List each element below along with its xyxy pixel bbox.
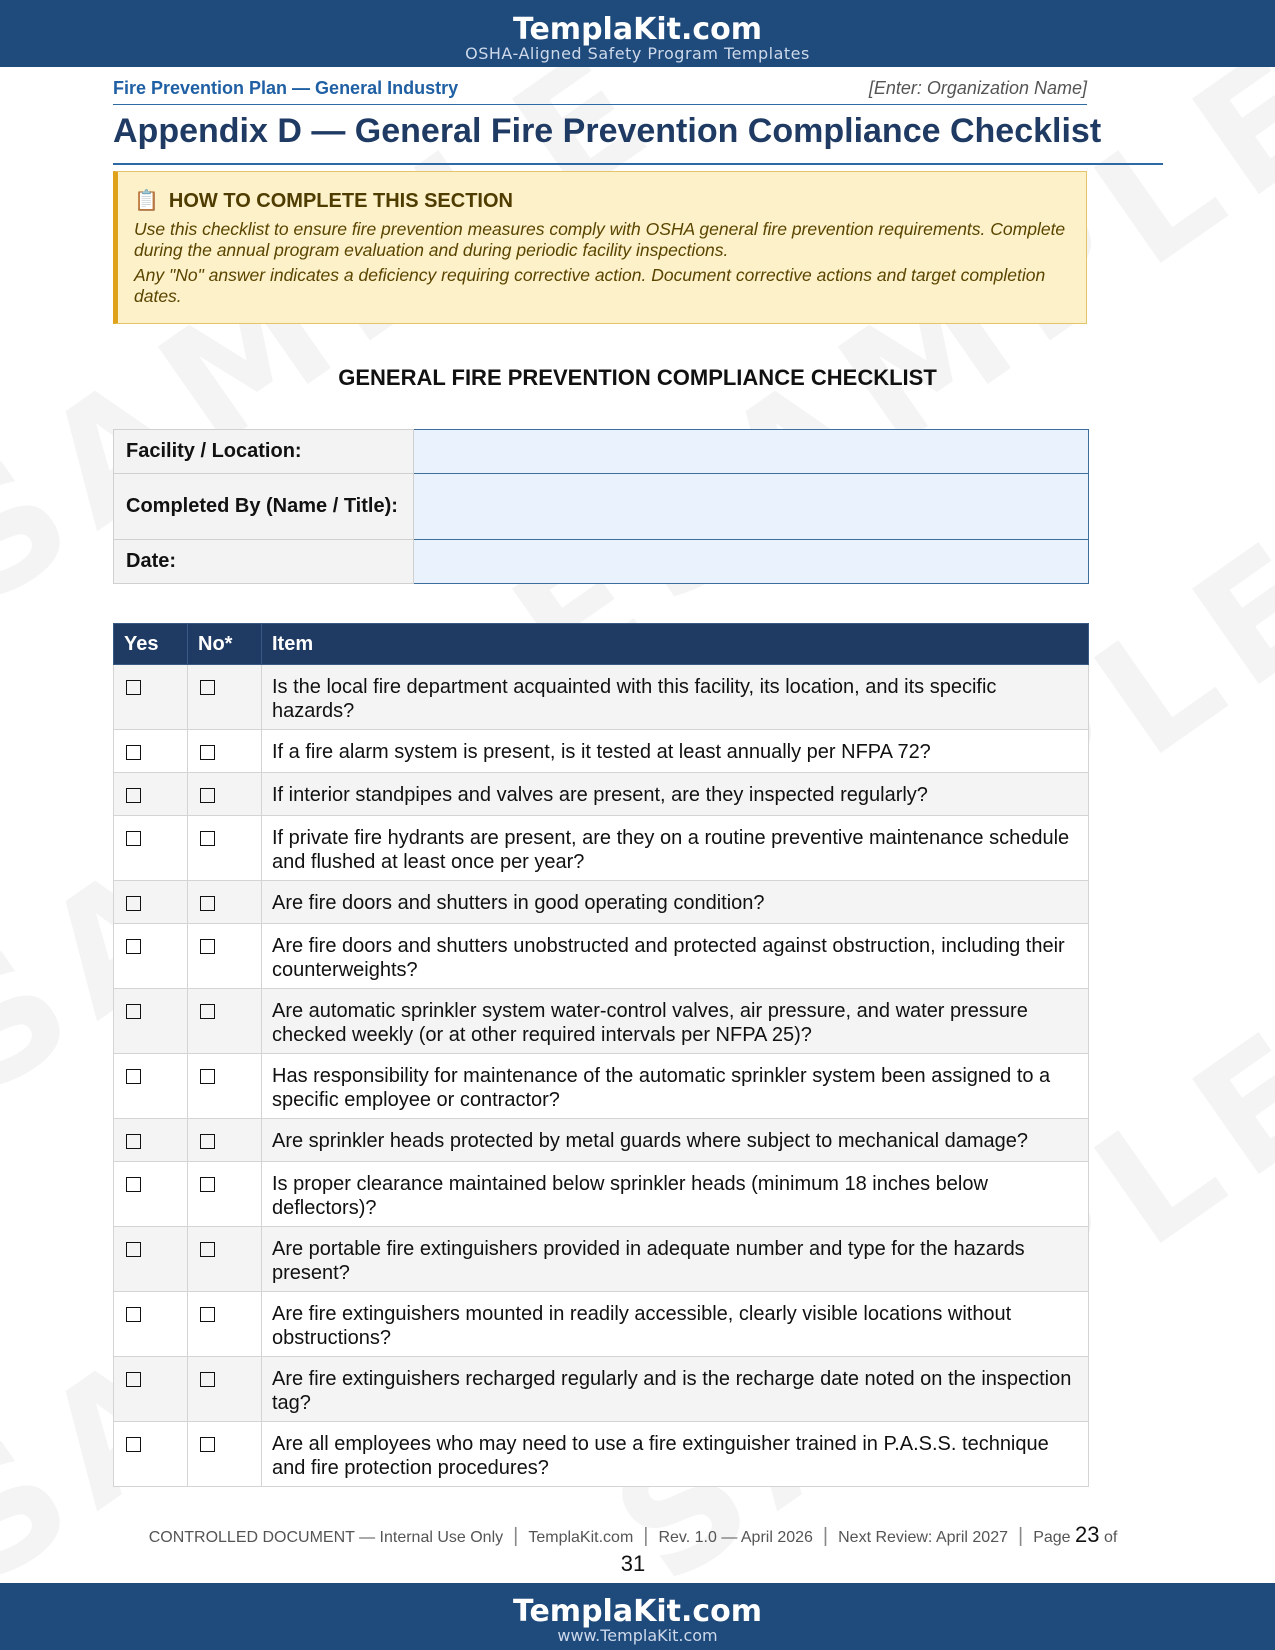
checklist-row [114,924,1089,989]
no-cell [188,1357,262,1422]
organization-name-placeholder: [Enter: Organization Name] [868,78,1087,98]
no-column-header: No* [188,624,262,665]
instructions-title [134,188,1072,213]
no-checkbox[interactable] [200,1069,215,1084]
brand-logo-text: TemplaKit.com [512,12,762,47]
checklist-row [114,773,1089,816]
yes-cell [114,1422,188,1487]
yes-checkbox[interactable] [126,1004,141,1019]
yes-checkbox[interactable] [126,1307,141,1322]
yes-cell [114,816,188,881]
no-checkbox[interactable] [200,1134,215,1149]
checklist-header-row [114,624,1089,665]
checklist-item-text: Is proper clearance maintained below sprinkler heads (minimum 18 inches below deflectors)? [262,1162,1089,1227]
no-checkbox[interactable] [200,1437,215,1452]
no-checkbox[interactable] [200,896,215,911]
yes-cell [114,924,188,989]
instructions-callout [113,171,1087,324]
facility-field[interactable] [414,430,1089,474]
checklist-row [114,1227,1089,1292]
checklist-item-text: Are sprinkler heads protected by metal guards where subject to mechanical damage? [262,1119,1089,1162]
yes-checkbox[interactable] [126,1069,141,1084]
page-footer [113,1522,1153,1580]
no-cell [188,773,262,816]
yes-checkbox[interactable] [126,1177,141,1192]
instructions-paragraph-1: Use this checklist to ensure fire prevention measures comply with OSHA general fire prevention requirements. Complete during the annual program evaluation and during periodic facility inspections. [134,219,1066,260]
checklist-row [114,881,1089,924]
no-checkbox[interactable] [200,939,215,954]
no-cell [188,665,262,730]
checklist-item-text: If private fire hydrants are present, are they on a routine preventive maintenance schedule and flushed at least once per year? [262,816,1089,881]
yes-checkbox[interactable] [126,896,141,911]
no-cell [188,730,262,773]
of-word: of [1103,1529,1118,1546]
footer-separator: | [1017,1525,1024,1547]
checklist-item-text: Are all employees who may need to use a fire extinguisher trained in P.A.S.S. technique and fire protection procedures? [262,1422,1089,1487]
running-header [113,78,1087,105]
facility-label: Facility / Location: [114,430,414,474]
footer-separator: | [643,1525,649,1547]
no-cell [188,1119,262,1162]
page-total: 31 [620,1551,646,1576]
no-checkbox[interactable] [200,680,215,695]
checklist-item-text: If interior standpipes and valves are present, are they inspected regularly? [262,773,1089,816]
date-label: Date: [114,540,414,584]
page-title: Appendix D — General Fire Prevention Compliance Checklist [113,112,1163,165]
instructions-title-text: HOW TO COMPLETE THIS SECTION [168,190,513,212]
checklist-item-text: Are fire extinguishers mounted in readily accessible, clearly visible locations without obstructions? [262,1292,1089,1357]
brand-tagline: OSHA-Aligned Safety Program Templates [465,44,810,63]
brand-url: www.TemplaKit.com [557,1626,718,1645]
info-form-table [113,429,1089,584]
checklist-item-text: Are fire extinguishers recharged regularly and is the recharge date noted on the inspection tag? [262,1357,1089,1422]
checklist-row [114,1119,1089,1162]
checklist-item-text: Are portable fire extinguishers provided in adequate number and type for the hazards present? [262,1227,1089,1292]
checklist-item-text: Are fire doors and shutters in good operating condition? [262,881,1089,924]
yes-checkbox[interactable] [126,1134,141,1149]
no-cell [188,989,262,1054]
compliance-checklist-table [113,623,1089,1487]
no-checkbox[interactable] [200,1242,215,1257]
completed-by-label: Completed By (Name / Title): [114,474,414,540]
checklist-item-text: Are automatic sprinkler system water-control valves, air pressure, and water pressure checked weekly (or at other required intervals per NFPA 25)? [262,989,1089,1054]
page-number: 23 [1075,1522,1100,1547]
no-cell [188,1422,262,1487]
footer-separator: | [822,1525,829,1547]
no-checkbox[interactable] [200,745,215,760]
checklist-item-text: Are fire doors and shutters unobstructed and protected against obstruction, including their counterweights? [262,924,1089,989]
checklist-section-title: GENERAL FIRE PREVENTION COMPLIANCE CHECKLIST [338,365,937,390]
footer-revision: Rev. 1.0 — April 2026 [658,1529,813,1546]
checklist-row [114,816,1089,881]
no-checkbox[interactable] [200,831,215,846]
yes-checkbox[interactable] [126,831,141,846]
yes-checkbox[interactable] [126,1437,141,1452]
yes-cell [114,1227,188,1292]
completed-by-field[interactable] [414,474,1089,540]
page-word: Page [1033,1529,1071,1546]
yes-cell [114,1054,188,1119]
yes-cell [114,1162,188,1227]
checklist-row [114,665,1089,730]
yes-cell [114,1357,188,1422]
no-checkbox[interactable] [200,1177,215,1192]
yes-cell [114,1119,188,1162]
footer-next-review: Next Review: April 2027 [838,1529,1008,1546]
yes-cell [114,1292,188,1357]
no-cell [188,1292,262,1357]
no-cell [188,1054,262,1119]
no-checkbox[interactable] [200,1004,215,1019]
yes-checkbox[interactable] [126,745,141,760]
instructions-paragraph-2: Any "No" answer indicates a deficiency requiring corrective action. Document corrective actions and target completion dates. [134,265,1046,306]
top-banner [0,0,1275,67]
yes-cell [114,730,188,773]
checklist-row [114,730,1089,773]
checklist-item-text: If a fire alarm system is present, is it tested at least annually per NFPA 72? [262,730,1089,773]
yes-checkbox[interactable] [126,788,141,803]
yes-cell [114,989,188,1054]
footer-separator: | [513,1525,519,1547]
no-checkbox[interactable] [200,1372,215,1387]
document-title: Fire Prevention Plan — General Industry [113,78,459,98]
footer-site: TemplaKit.com [528,1529,634,1546]
no-cell [188,881,262,924]
yes-checkbox[interactable] [126,1242,141,1257]
no-cell [188,816,262,881]
checklist-row [114,1162,1089,1227]
checklist-row [114,1357,1089,1422]
no-cell [188,1162,262,1227]
checklist-row [114,1054,1089,1119]
checklist-item-text: Is the local fire department acquainted with this facility, its location, and its specific hazards? [262,665,1089,730]
checklist-row [114,1422,1089,1487]
checklist-row [114,989,1089,1054]
yes-checkbox[interactable] [126,1372,141,1387]
no-checkbox[interactable] [200,788,215,803]
yes-cell [114,773,188,816]
yes-cell [114,665,188,730]
date-field[interactable] [414,540,1089,584]
bottom-banner [0,1583,1275,1650]
item-column-header: Item [262,624,1089,665]
no-cell [188,924,262,989]
yes-cell [114,881,188,924]
yes-checkbox[interactable] [126,680,141,695]
brand-logo-text: TemplaKit.com [512,1594,762,1629]
no-checkbox[interactable] [200,1307,215,1322]
yes-column-header: Yes [114,624,188,665]
yes-checkbox[interactable] [126,939,141,954]
no-cell [188,1227,262,1292]
clipboard-icon: 📋 [134,190,159,212]
checklist-row [114,1292,1089,1357]
controlled-document-notice: CONTROLLED DOCUMENT — Internal Use Only [148,1529,504,1546]
checklist-item-text: Has responsibility for maintenance of the automatic sprinkler system been assigned to a specific employee or contractor? [262,1054,1089,1119]
